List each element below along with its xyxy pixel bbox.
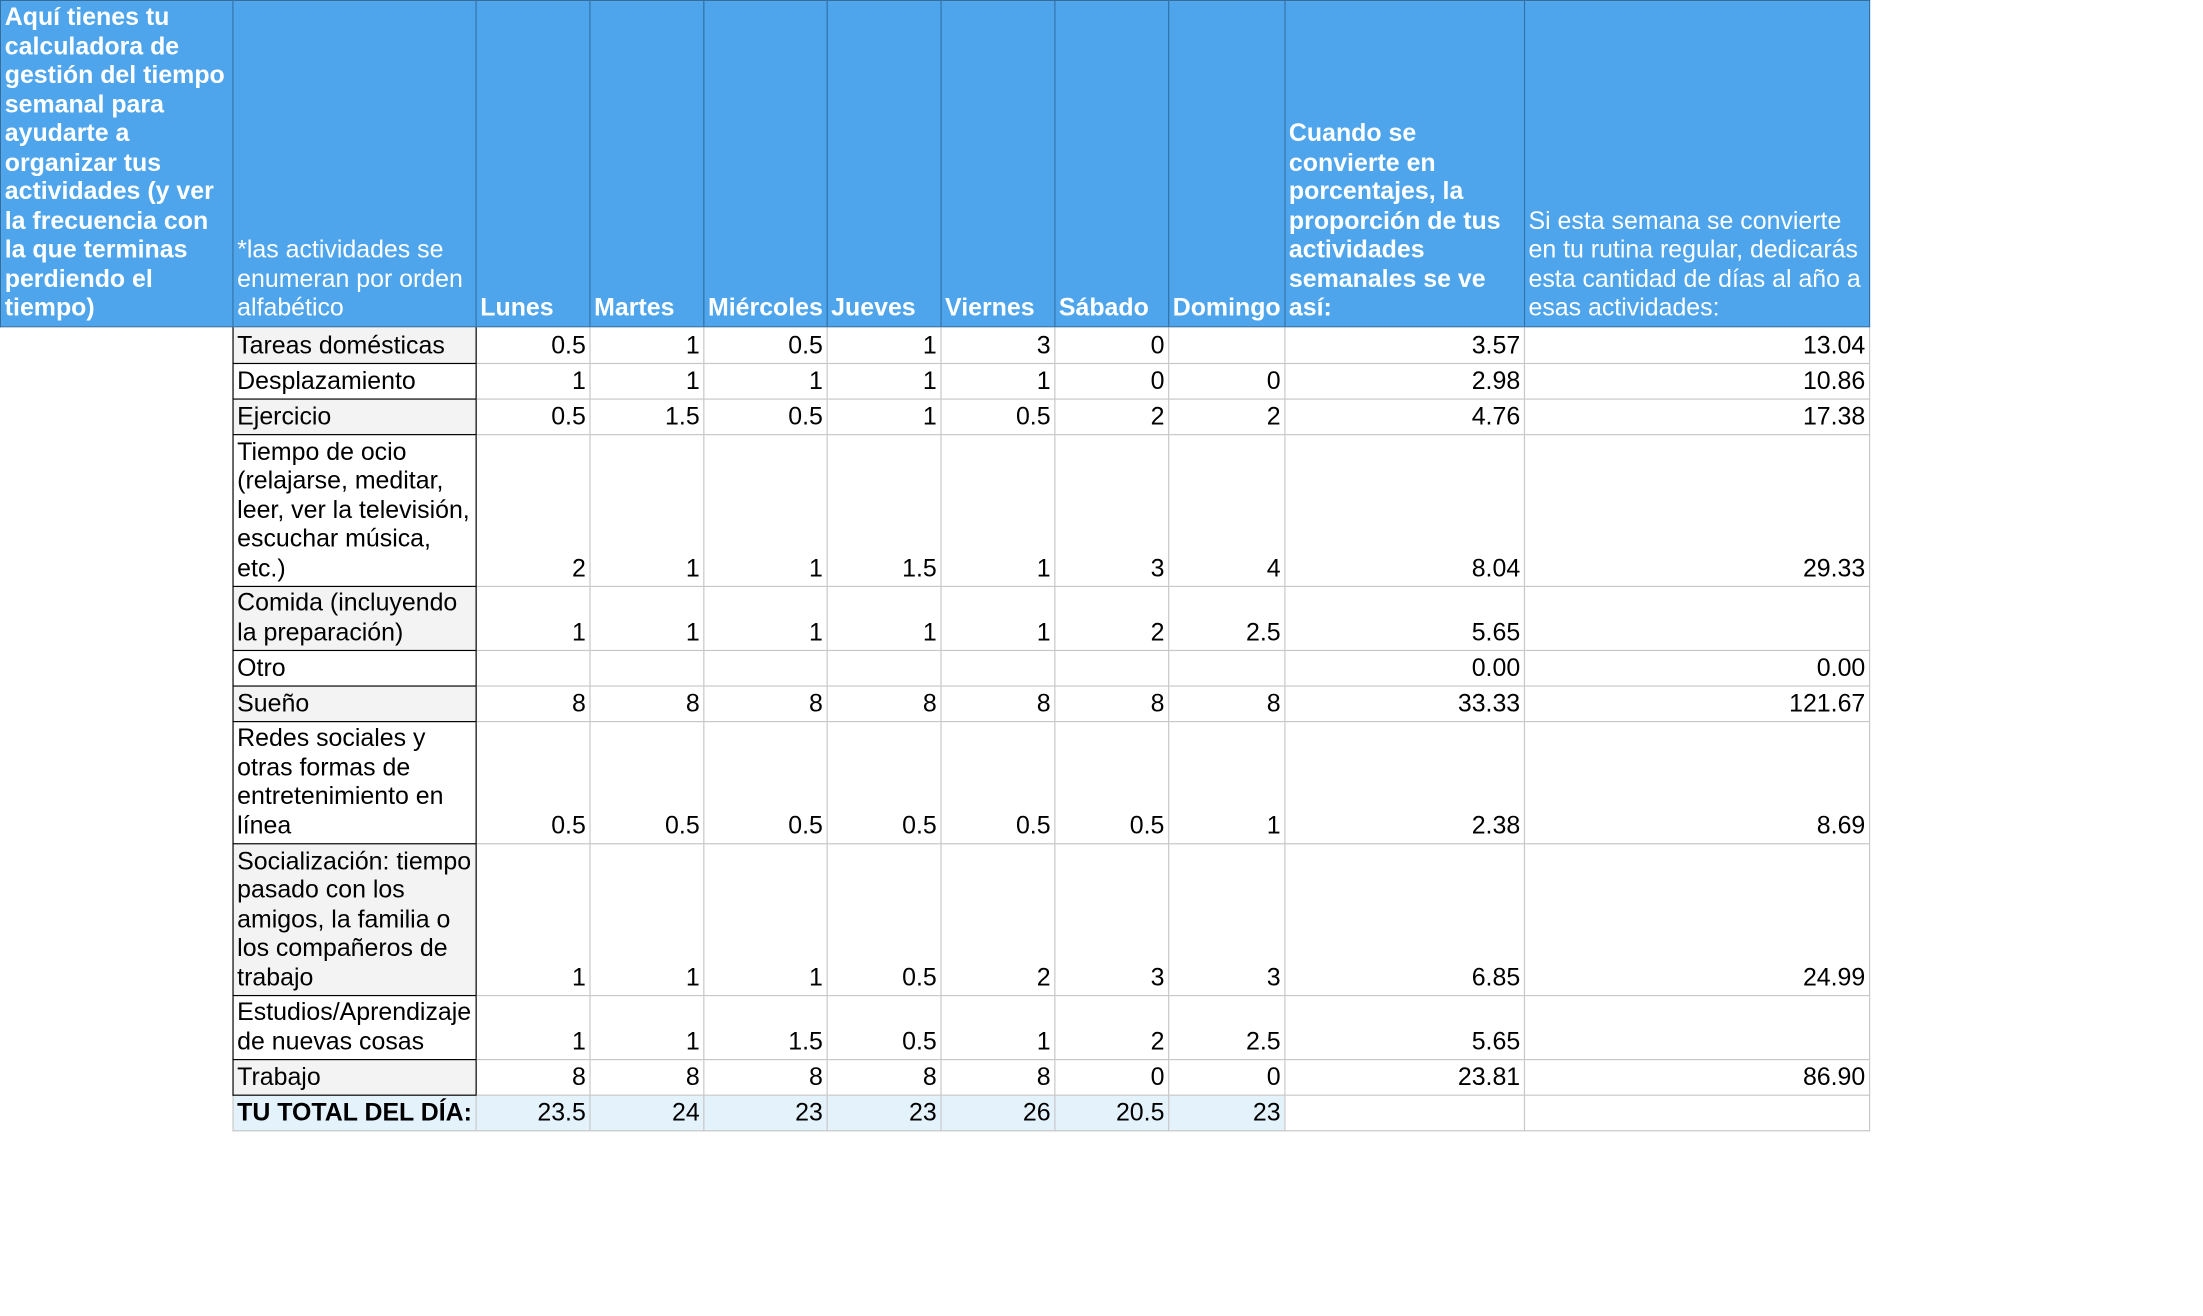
table-row bbox=[1, 326, 1870, 363]
table-row bbox=[1, 586, 1870, 650]
value-cell[interactable]: 2 bbox=[1055, 586, 1169, 650]
value-cell[interactable]: 0.5 bbox=[941, 722, 1055, 844]
table-row bbox=[1, 435, 1870, 587]
percent-cell[interactable]: 2.38 bbox=[1285, 722, 1525, 844]
activity-cell[interactable]: Trabajo bbox=[233, 1060, 476, 1096]
value-cell[interactable]: 4 bbox=[1169, 435, 1285, 587]
value-cell[interactable]: 0 bbox=[1055, 1060, 1169, 1096]
value-cell[interactable]: 1.5 bbox=[590, 399, 704, 435]
empty-cell[interactable] bbox=[1, 363, 233, 399]
value-cell[interactable]: 0 bbox=[1055, 363, 1169, 399]
value-cell[interactable]: 2 bbox=[476, 435, 590, 587]
value-cell[interactable] bbox=[827, 650, 941, 686]
value-cell[interactable]: 8 bbox=[476, 686, 590, 722]
value-cell[interactable]: 8 bbox=[827, 1060, 941, 1096]
day-header-lunes[interactable]: Lunes bbox=[476, 1, 590, 327]
day-header-jueves[interactable]: Jueves bbox=[827, 1, 941, 327]
total-value-cell[interactable]: 26 bbox=[941, 1095, 1055, 1131]
value-cell[interactable]: 1 bbox=[590, 586, 704, 650]
value-cell[interactable]: 1 bbox=[941, 586, 1055, 650]
value-cell[interactable]: 0 bbox=[1169, 363, 1285, 399]
activity-cell[interactable]: Otro bbox=[233, 650, 476, 686]
activity-cell[interactable]: Sueño bbox=[233, 686, 476, 722]
total-label-cell[interactable]: TU TOTAL DEL DÍA: bbox=[233, 1095, 476, 1131]
value-cell[interactable]: 0.5 bbox=[476, 722, 590, 844]
value-cell[interactable] bbox=[1169, 650, 1285, 686]
day-header-martes[interactable]: Martes bbox=[590, 1, 704, 327]
empty-cell[interactable] bbox=[1, 586, 233, 650]
value-cell[interactable]: 0.5 bbox=[704, 326, 827, 363]
value-cell[interactable]: 3 bbox=[1055, 435, 1169, 587]
activity-cell[interactable]: Estudios/Aprendizaje de nuevas cosas bbox=[233, 996, 476, 1060]
value-cell[interactable]: 3 bbox=[1169, 844, 1285, 996]
table-row bbox=[1, 650, 1870, 686]
value-cell[interactable]: 1 bbox=[590, 363, 704, 399]
total-value-cell[interactable]: 23 bbox=[827, 1095, 941, 1131]
value-cell[interactable]: 8 bbox=[590, 686, 704, 722]
value-cell[interactable]: 8 bbox=[1169, 686, 1285, 722]
days-per-year-cell[interactable]: 24.99 bbox=[1524, 844, 1869, 996]
percent-cell[interactable]: 8.04 bbox=[1285, 435, 1525, 587]
value-cell[interactable]: 1 bbox=[476, 586, 590, 650]
value-cell[interactable]: 8 bbox=[704, 686, 827, 722]
value-cell[interactable]: 1 bbox=[941, 435, 1055, 587]
table-row bbox=[1, 686, 1870, 722]
percent-cell[interactable]: 5.65 bbox=[1285, 996, 1525, 1060]
value-cell[interactable]: 3 bbox=[941, 326, 1055, 363]
percent-cell[interactable]: 4.76 bbox=[1285, 399, 1525, 435]
intro-cell[interactable]: Aquí tienes tu calculadora de gestión del tiempo semanal para ayudarte a organizar tus actividades (y ver la frecuencia con la que terminas perdiendo el tiempo) bbox=[1, 1, 233, 327]
day-header-sabado[interactable]: Sábado bbox=[1055, 1, 1169, 327]
value-cell[interactable] bbox=[476, 650, 590, 686]
percent-cell[interactable]: 0.00 bbox=[1285, 650, 1525, 686]
days-per-year-cell[interactable]: 10.86 bbox=[1524, 363, 1869, 399]
total-value-cell[interactable]: 24 bbox=[590, 1095, 704, 1131]
value-cell[interactable]: 3 bbox=[1055, 844, 1169, 996]
empty-cell[interactable] bbox=[1, 435, 233, 587]
value-cell[interactable]: 0 bbox=[1055, 326, 1169, 363]
days-per-year-cell[interactable]: 13.04 bbox=[1524, 326, 1869, 363]
value-cell[interactable]: 0 bbox=[1169, 1060, 1285, 1096]
days-per-year-cell[interactable]: 0.00 bbox=[1524, 650, 1869, 686]
percent-header-cell[interactable]: Cuando se convierte en porcentajes, la proporción de tus actividades semanales se ve así: bbox=[1285, 1, 1525, 327]
value-cell[interactable]: 0.5 bbox=[476, 399, 590, 435]
value-cell[interactable]: 1 bbox=[704, 435, 827, 587]
value-cell[interactable]: 1 bbox=[590, 996, 704, 1060]
value-cell[interactable]: 1 bbox=[476, 363, 590, 399]
table-row bbox=[1, 363, 1870, 399]
days-per-year-cell[interactable] bbox=[1524, 996, 1869, 1060]
value-cell[interactable]: 1.5 bbox=[704, 996, 827, 1060]
value-cell[interactable]: 8 bbox=[476, 1060, 590, 1096]
empty-cell[interactable] bbox=[1, 996, 233, 1060]
percent-cell[interactable]: 33.33 bbox=[1285, 686, 1525, 722]
total-value-cell[interactable]: 23 bbox=[704, 1095, 827, 1131]
value-cell[interactable]: 0.5 bbox=[827, 996, 941, 1060]
empty-cell[interactable] bbox=[1, 650, 233, 686]
table-row bbox=[1, 722, 1870, 844]
empty-cell[interactable] bbox=[1, 686, 233, 722]
value-cell[interactable]: 2.5 bbox=[1169, 586, 1285, 650]
percent-cell[interactable]: 6.85 bbox=[1285, 844, 1525, 996]
value-cell[interactable]: 1 bbox=[590, 326, 704, 363]
value-cell[interactable]: 1 bbox=[476, 996, 590, 1060]
value-cell[interactable]: 1 bbox=[827, 399, 941, 435]
value-cell[interactable]: 1 bbox=[827, 586, 941, 650]
empty-cell[interactable] bbox=[1, 326, 233, 363]
days-per-year-header-cell[interactable]: Si esta semana se convierte en tu rutina regular, dedicarás esta cantidad de días al año a esas actividades: bbox=[1524, 1, 1869, 327]
days-per-year-cell[interactable]: 8.69 bbox=[1524, 722, 1869, 844]
activity-cell[interactable]: Comida (incluyendo la preparación) bbox=[233, 586, 476, 650]
value-cell[interactable]: 1 bbox=[590, 435, 704, 587]
empty-cell[interactable] bbox=[1, 399, 233, 435]
activity-cell[interactable]: Desplazamiento bbox=[233, 363, 476, 399]
value-cell[interactable]: 1 bbox=[827, 326, 941, 363]
value-cell[interactable]: 0.5 bbox=[590, 722, 704, 844]
days-per-year-cell[interactable]: 29.33 bbox=[1524, 435, 1869, 587]
value-cell[interactable]: 2 bbox=[1055, 996, 1169, 1060]
value-cell[interactable]: 8 bbox=[704, 1060, 827, 1096]
value-cell[interactable]: 0.5 bbox=[827, 722, 941, 844]
value-cell[interactable]: 0.5 bbox=[704, 399, 827, 435]
value-cell[interactable]: 1 bbox=[704, 844, 827, 996]
value-cell[interactable] bbox=[590, 650, 704, 686]
day-header-domingo[interactable]: Domingo bbox=[1169, 1, 1285, 327]
value-cell[interactable]: 1 bbox=[476, 844, 590, 996]
empty-cell[interactable] bbox=[1285, 1095, 1525, 1131]
value-cell[interactable]: 1 bbox=[590, 844, 704, 996]
percent-cell[interactable]: 2.98 bbox=[1285, 363, 1525, 399]
activity-cell[interactable]: Tiempo de ocio (relajarse, meditar, leer, ver la televisión, escuchar música, etc.) bbox=[233, 435, 476, 587]
days-per-year-cell[interactable] bbox=[1524, 586, 1869, 650]
value-cell[interactable]: 2 bbox=[1169, 399, 1285, 435]
value-cell[interactable]: 0.5 bbox=[941, 399, 1055, 435]
value-cell[interactable]: 8 bbox=[590, 1060, 704, 1096]
activities-note-cell[interactable]: *las actividades se enumeran por orden alfabético bbox=[233, 1, 476, 327]
value-cell[interactable]: 1.5 bbox=[827, 435, 941, 587]
value-cell[interactable]: 2 bbox=[941, 844, 1055, 996]
header-row bbox=[1, 1, 1870, 327]
value-cell[interactable]: 0.5 bbox=[476, 326, 590, 363]
value-cell[interactable]: 8 bbox=[827, 686, 941, 722]
value-cell[interactable]: 8 bbox=[941, 1060, 1055, 1096]
value-cell[interactable]: 2 bbox=[1055, 399, 1169, 435]
totals-row bbox=[1, 1095, 1870, 1131]
table-row bbox=[1, 844, 1870, 996]
value-cell[interactable] bbox=[1055, 650, 1169, 686]
empty-cell[interactable] bbox=[1, 722, 233, 844]
total-value-cell[interactable]: 23.5 bbox=[476, 1095, 590, 1131]
percent-cell[interactable]: 3.57 bbox=[1285, 326, 1525, 363]
days-per-year-cell[interactable]: 121.67 bbox=[1524, 686, 1869, 722]
table-row bbox=[1, 399, 1870, 435]
value-cell[interactable]: 1 bbox=[827, 363, 941, 399]
value-cell[interactable]: 1 bbox=[941, 996, 1055, 1060]
value-cell[interactable] bbox=[704, 650, 827, 686]
days-per-year-cell[interactable]: 86.90 bbox=[1524, 1060, 1869, 1096]
empty-cell[interactable] bbox=[1, 1060, 233, 1096]
activity-cell[interactable]: Ejercicio bbox=[233, 399, 476, 435]
value-cell[interactable] bbox=[1169, 326, 1285, 363]
day-header-viernes[interactable]: Viernes bbox=[941, 1, 1055, 327]
table-row bbox=[1, 1060, 1870, 1096]
days-per-year-cell[interactable]: 17.38 bbox=[1524, 399, 1869, 435]
value-cell[interactable]: 8 bbox=[941, 686, 1055, 722]
empty-cell[interactable] bbox=[1524, 1095, 1869, 1131]
activity-cell[interactable]: Tareas domésticas bbox=[233, 326, 476, 363]
value-cell[interactable]: 1 bbox=[704, 586, 827, 650]
total-value-cell[interactable]: 20.5 bbox=[1055, 1095, 1169, 1131]
value-cell[interactable]: 0.5 bbox=[827, 844, 941, 996]
empty-cell[interactable] bbox=[1, 844, 233, 996]
percent-cell[interactable]: 5.65 bbox=[1285, 586, 1525, 650]
value-cell[interactable] bbox=[941, 650, 1055, 686]
activity-cell[interactable]: Socialización: tiempo pasado con los amigos, la familia o los compañeros de trabajo bbox=[233, 844, 476, 996]
value-cell[interactable]: 0.5 bbox=[1055, 722, 1169, 844]
empty-cell[interactable] bbox=[1, 1095, 233, 1131]
value-cell[interactable]: 1 bbox=[1169, 722, 1285, 844]
value-cell[interactable]: 2.5 bbox=[1169, 996, 1285, 1060]
value-cell[interactable]: 0.5 bbox=[704, 722, 827, 844]
value-cell[interactable]: 1 bbox=[941, 363, 1055, 399]
activity-cell[interactable]: Redes sociales y otras formas de entretenimiento en línea bbox=[233, 722, 476, 844]
value-cell[interactable]: 8 bbox=[1055, 686, 1169, 722]
total-value-cell[interactable]: 23 bbox=[1169, 1095, 1285, 1131]
percent-cell[interactable]: 23.81 bbox=[1285, 1060, 1525, 1096]
value-cell[interactable]: 1 bbox=[704, 363, 827, 399]
day-header-miercoles[interactable]: Miércoles bbox=[704, 1, 827, 327]
table-row bbox=[1, 996, 1870, 1060]
